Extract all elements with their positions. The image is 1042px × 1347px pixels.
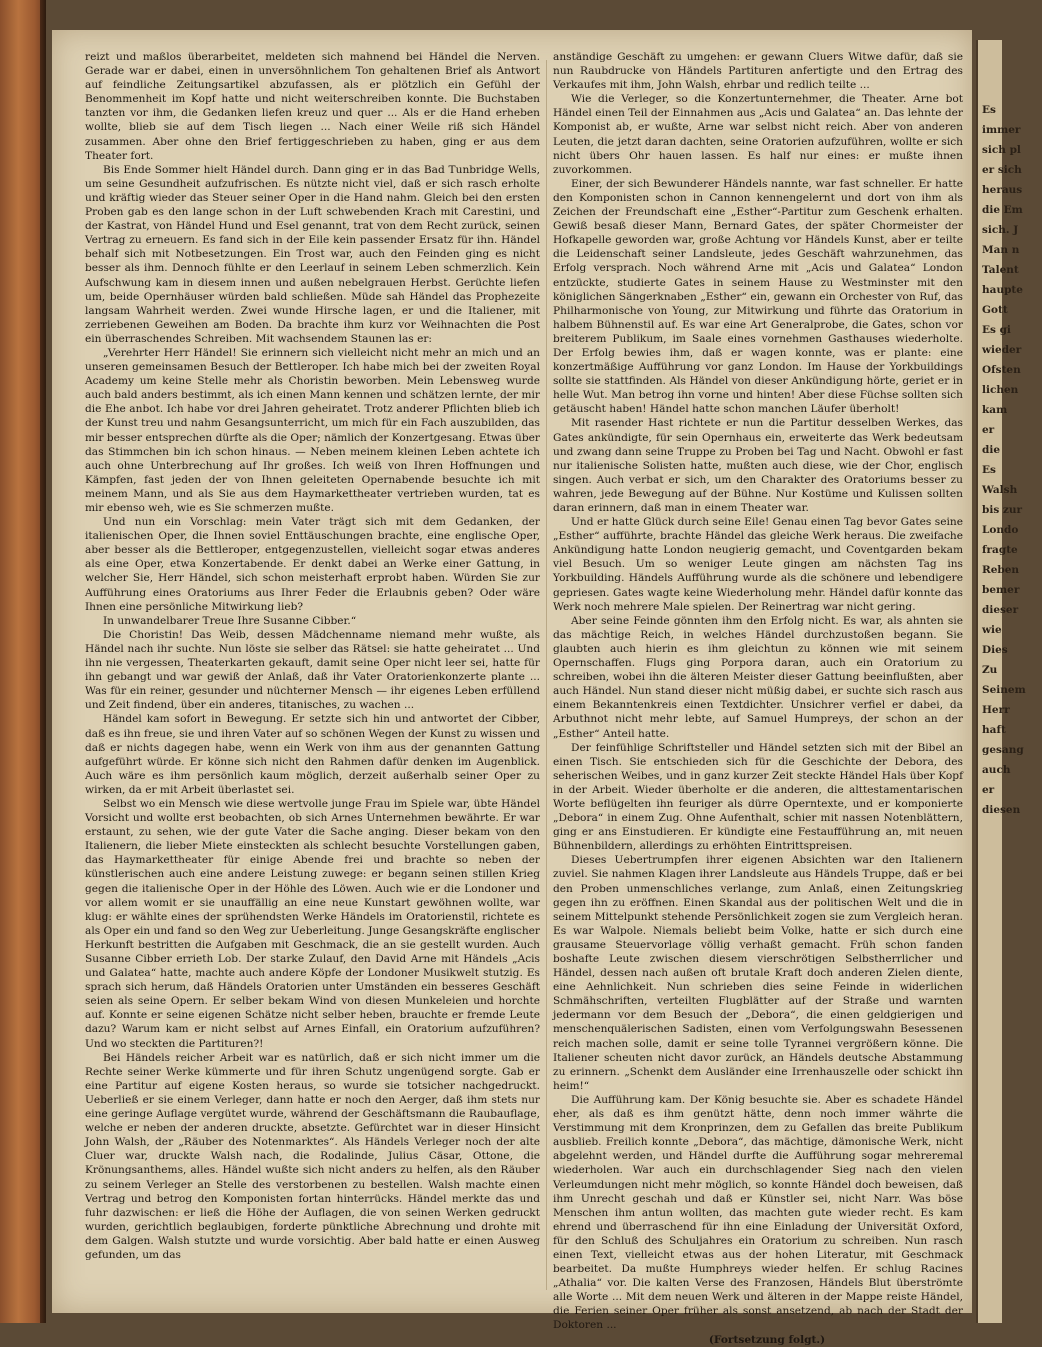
facing-page-fragment: sich pl	[982, 144, 1021, 156]
facing-page-fragment: dieser	[982, 604, 1019, 616]
facing-page-fragment: diesen	[982, 804, 1021, 816]
left-text-column	[85, 50, 540, 1262]
paragraph: Der feinfühlige Schriftsteller und Händel setzten sich mit der Bibel an einen Tisch. Sie entschieden sich für die Geschichte der Debora, des seherischen Weibes, und in ganz kurzer Zeit steckte Händel Hals über Kopf in der Arbeit. Wieder überholte er die anderen, die alttestamentarischen Worte beflügelten ihn feuriger als dürre Operntexte, und er komponierte „Debora“ in einem Zug. Ohne Aufenthalt, schier mit nassen Notenblättern, ging er ans Einstudieren. Er kündigte eine Festaufführung an, mit neuen Bühnenbildern, allerdings zu erhöhten Eintrittspreisen.	[553, 741, 963, 853]
facing-page-fragment: wieder	[982, 344, 1022, 356]
facing-page-fragment: Es gi	[982, 324, 1011, 336]
facing-page-fragment: die Em	[982, 204, 1023, 216]
paragraph: Selbst wo ein Mensch wie diese wertvolle junge Frau im Spiele war, übte Händel Vorsicht und wollte erst beobachten, ob sich Arnes Unternehmen bewährte. Er war erstaunt, zu sehen, wie der gute Vater die Sache anging. Dieser bekam von den Italienern, die lieber Miete einsteckten als schlecht besuchte Vorstellungen gaben, das Haymarkettheater für einige Abende frei und brachte so neben der künstlerischen auch eine andere Leistung zuwege: er begann seinen stillen Krieg gegen die italienische Oper in der Höhle des Löwen. Auch wie er die Londoner und vor allem womit er sie unauffällig an eine neue Kunstart gewöhnen wollte, war klug: er wählte eines der sprühendsten Werke Händels im Oratorienstil, richtete es als Oper ein und fand so den Weg zur Ueberleitung. Junge Gesangskräfte englischer Herkunft bestritten die Aufgaben mit Geschmack, die an sie gestellt wurden. Auch Susanne Cibber errieth Lob. Der starke Zulauf, den David Arne mit Händels „Acis und Galatea“ hatte, machte auch andere Köpfe der Londoner Musikwelt stutzig. Es sprach sich herum, daß Händels Oratorien unter Umständen ein besseres Geschäft seien als seine Opern. Er selber bekam Wind von diesen Munkeleien und horchte auf. Konnte er seine eigenen Schätze nicht selber heben, brauchte er fremde Leute dazu? Warum kam er nicht selbst auf Arnes Einfall, ein Oratorium aufzuführen? Und wo steckten die Partituren?!	[85, 797, 540, 1050]
facing-page-fragment: wie	[982, 624, 1002, 636]
facing-page-fragment: Zu	[982, 664, 998, 676]
paragraph: Und nun ein Vorschlag: mein Vater trägt sich mit dem Gedanken, der italienischen Oper, die Ihnen soviel Enttäuschungen brachte, eine englische Oper, aber besser als die Bettleroper, entgegenzustellen, vielleicht sogar etwas anderes als eine Oper, etwa Konzertabende. Er denkt dabei an Werke einer Gattung, in welcher Sie, Herr Händel, sich schon meisterhaft erprobt haben. Würden Sie zur Aufführung eines Oratoriums aus Ihrer Feder die Erlaubnis geben? Oder wäre Ihnen eine persönliche Mitwirkung lieb?	[85, 516, 540, 613]
facing-page-fragment: Talent	[982, 264, 1019, 276]
paragraph: Einer, der sich Bewunderer Händels nannte, war fast schneller. Er hatte den Komponisten schon in Cannon kennengelernt und dort von ihm als Zeichen der Freundschaft eine „Esther“-Partitur zum Geschenk erhalten. Gewiß besaß dieser Mann, Bernard Gates, der später Chormeister der Hofkapelle geworden war, große Achtung vor Händels Kunst, aber er teilte die Leidenschaft seiner Landsleute, jedes Geschäft wahrzunehmen, das Erfolg versprach. Noch während Arne mit „Acis und Galatea“ London entzückte, studierte Gates in seinem Hause zu Westminster mit den königlichen Sängerknaben „Esther“ ein, gewann ein Orchester von Ruf, das Philharmonische von Young, zur Mitwirkung und führte das Oratorium in halbem Bühnenstil auf. Es war eine Art Generalprobe, die Gates, schon vor breiterem Publikum, im Saale eines vornehmen Gasthauses wiederholte. Der Erfolg bewies ihm, daß er wagen konnte, was er plante: eine konzertmäßige Aufführung vor ganz London. Im Hause der Yorkbuildings sollte sie stattfinden. Als Händel von dieser Ankündigung hörte, geriet er in helle Wut. Man betrog ihn vorne und hinten! Aber diese Füchse sollten sich getäuscht haben! Händel hatte schon manchen Läufer überholt!	[553, 177, 963, 416]
facing-page-fragment: auch	[982, 764, 1011, 776]
facing-page-fragment: Walsh	[982, 484, 1018, 496]
facing-page-fragment: haupte	[982, 284, 1023, 296]
paragraph: Aber seine Feinde gönnten ihm den Erfolg nicht. Es war, als ahnten sie das mächtige Reich, in welches Händel durchzustoßen begann. Sie glaubten auch hierin es ihm gleichtun zu können wie mit seinem Opernschaffen. Flugs ging Porpora daran, auch ein Oratorium zu schreiben, wobei ihn die älteren Meister dieser Gattung beeinflußten, aber auch Händel. Nun stand dieser nicht müßig dabei, er suchte sich rasch aus einem Bekanntenkreis einen Textdichter. Unsichrer verfiel er dabei, da Arbuthnot nicht mehr lebte, auf Samuel Humpreys, der schon an der „Esther“ Anteil hatte.	[553, 614, 963, 740]
facing-page-fragment: heraus	[982, 184, 1023, 196]
book-spine	[0, 0, 46, 1323]
paragraph: Mit rasender Hast richtete er nun die Partitur desselben Werkes, das Gates ankündigte, für sein Opernhaus ein, erweiterte das Werk bedeutsam und zwang dann seine Truppe zu Proben bei Tag und Nacht. Obwohl er fast nur italienische Solisten hatte, mußten auch diese, wie der Chor, englisch singen. Auch verbat er sich, um den Charakter des Oratoriums besser zu wahren, jede Bewegung auf der Bühne. Nur Kostüme und Kulissen sollten daran erinnern, daß man in einem Theater war.	[553, 417, 963, 514]
paragraph: In unwandelbarer Treue Ihre Susanne Cibber.“	[103, 614, 357, 627]
facing-page-fragment: die	[982, 444, 1001, 456]
facing-page-fragment: Seinem	[982, 684, 1026, 696]
facing-page-fragment: Ofsten	[982, 364, 1021, 376]
facing-page-fragment: sich. J	[982, 224, 1019, 236]
paragraph: Die Aufführung kam. Der König besuchte sie. Aber es schadete Händel eher, als daß es ihm genützt hätte, denn noch immer währte die Verstimmung mit dem Kronprinzen, dem zu Gefallen das breite Publikum ausblieb. Freilich konnte „Debora“, das mächtige, dämonische Werk, nicht abgelehnt werden, und Händel durfte die Aufführung sogar mehreremal wiederholen. War auch ein durchschlagender Sieg nach den vielen Verleumdungen nicht mehr möglich, so konnte Händel doch beweisen, daß ihm Unrecht geschah und daß er Künstler sei, nicht Narr. Was böse Menschen ihm antun wollten, das machten gute wieder recht. Es kam ehrend und überraschend für ihn eine Einladung der Universität Oxford, für den Schluß des Schuljahres ein Oratorium zu schreiben. Nun rasch einen Text, vielleicht etwas aus der hohen Literatur, mit Geschmack bearbeitet. Da mußte Humphreys wieder helfen. Er schlug Racines „Athalia“ vor. Die kalten Verse des Franzosen, Händels Blut überströmte alle Worte ... Mit dem neuen Werk und älteren in der Mappe reiste Händel, die Ferien seiner Oper früher als sonst ansetzend, ab nach der Stadt der Doktoren ...	[553, 1093, 963, 1332]
paragraph: Wie die Verleger, so die Konzertunternehmer, die Theater. Arne bot Händel einen Teil der Einnahmen aus „Acis und Galatea“ an. Das lehnte der Komponist ab, er wußte, Arne war selbst nicht reich. Aber von anderen Leuten, die jetzt daran dachten, seine Oratorien aufzuführen, wollte er sich nicht übers Ohr hauen lassen. Es half nur eines: er mußte ihnen zuvorkommen.	[553, 93, 963, 176]
facing-page-fragment: gesang	[982, 744, 1024, 756]
facing-page-fragment: lichen	[982, 384, 1019, 396]
paragraph: Und er hatte Glück durch seine Eile! Genau einen Tag bevor Gates seine „Esther“ aufführte, brachte Händel das gleiche Werk heraus. Die zweifache Ankündigung hatte London neugierig gemacht, und Coventgarden bekam viel Besuch. Um so weniger Leute gingen am nächsten Tag ins Yorkbuilding. Händels Aufführung wurde als die schönere und lebendigere gepriesen. Gates wagte keine Wiederholung mehr. Händel dafür konnte das Werk noch mehrere Male spielen. Der Reinertrag war nicht gering.	[553, 516, 963, 613]
right-text-column	[553, 50, 963, 1347]
facing-page-fragment: Reben	[982, 564, 1020, 576]
paragraph: Bei Händels reicher Arbeit war es natürlich, daß er sich nicht immer um die Rechte seiner Werke kümmerte und für ihren Schutz ungenügend sorgte. Gab er eine Partitur auf eigene Kosten heraus, so wurde sie totsicher nachgedruckt. Ueberließ er sie einem Verleger, dann hatte er noch den Aerger, daß ihm stets nur eine geringe Auflage vergütet wurde, während der Geschäftsmann die Raubauflage, welche er neben der anderen druckte, absetzte. Gefürchtet war in dieser Hinsicht John Walsh, der „Räuber des Notenmarktes“. Als Händels Verleger noch der alte Cluer war, druckte Walsh nach, die Rodalinde, Julius Cäsar, Ottone, die Krönungsanthems, alles. Händel wußte sich nicht anders zu helfen, als den Räuber zu seinem Verleger an Stelle des verstorbenen zu bestellen. Walsh machte einen Vertrag und betrog den Komponisten fortan hinterrücks. Händel merkte das und fuhr dazwischen: er ließ die Höhe der Auflagen, die von seinen Werken gedruckt wurden, gerichtlich beglaubigen, forderte pünktliche Abrechnung und drohte mit dem Galgen. Walsh stutzte und wurde vorsichtig. Aber bald hatte er einen Ausweg gefunden, um das	[85, 1051, 540, 1261]
facing-page-edge	[976, 40, 1026, 1323]
facing-page-fragment: kam	[982, 404, 1008, 416]
paragraph: Händel kam sofort in Bewegung. Er setzte sich hin und antwortet der Cibber, daß es ihn freue, sie und ihren Vater auf so schönen Wegen der Kunst zu wissen und daß er nichts dagegen habe, wenn ein Werk von ihm aus der genannten Gattung aufgeführt würde. Er könne sich nicht den Rahmen dafür denken im Augenblick. Auch wäre es ihm persönlich kaum möglich, derzeit außerhalb seiner Oper zu wirken, da er mit Arbeit überlastet sei.	[85, 713, 540, 796]
paragraph: anständige Geschäft zu umgehen: er gewann Cluers Witwe dafür, daß sie nun Raubdrucke von Händels Partituren anfertigte und den Ertrag des Verkaufes mit ihm, John Walsh, ehrbar und redlich teilte ...	[553, 51, 963, 92]
facing-page-fragment: er	[982, 424, 995, 436]
facing-page-fragment: Gott	[982, 304, 1008, 316]
facing-page-fragment: er	[982, 784, 995, 796]
paragraph: Bis Ende Sommer hielt Händel durch. Dann ging er in das Bad Tunbridge Wells, um seine Gesundheit aufzufrischen. Es nützte nicht viel, daß er sich rasch erholte und kräftig wieder das Steuer seiner Oper in die Hand nahm. Gleich bei den ersten Proben gab es den lange schon in der Luft schwebenden Krach mit Carestini, und der Kastrat, von Händel Hund und Esel genannt, trat von dem Recht zurück, seinen Vertrag zu erneuern. Es fand sich in der Eile kein passender Ersatz für ihn. Händel behalf sich mit Notbesetzungen. Ein Trost war, auch den Feinden ging es nicht besser als ihm. Dennoch fühlte er den Leerlauf in seinem Leben schmerzlich. Kein Aufschwung kam in diesem innen und außen nebelgrauen Herbst. Gerüchte liefen um, beide Opernhäuser würden bald schließen. Müde sah Händel das Prophezeite langsam Wahrheit werden. Zwei wunde Hirsche lagen, er und die Italiener, mit zerriebenen Geweihen am Boden. Da brachte ihm kurz vor Weihnachten die Post ein überraschendes Schreiben. Mit wachsendem Staunen las er:	[85, 163, 540, 345]
facing-page-fragment: immer	[982, 124, 1021, 136]
facing-page-fragment: fragte	[982, 544, 1018, 556]
paragraph: reizt und maßlos überarbeitet, meldeten sich mahnend bei Händel die Nerven. Gerade war er dabei, einen in unversöhnlichem Ton gehaltenen Brief als Antwort auf feindliche Zeitungsartikel abzufassen, als er plötzlich ein Gefühl der Benommenheit im Kopf hatte und nicht weiterschreiben konnte. Die Buchstaben tanzten vor ihm, die Gedanken liefen kreuz und quer ... Als er die Hand erheben wollte, blieb sie auf dem Tisch liegen ... Nach einer Weile riß sich Händel zusammen. Aber ohne den Brief fertiggeschrieben zu haben, ging er aus dem Theater fort.	[85, 51, 540, 162]
continuation-note: (Fortsetzung folgt.)	[708, 1333, 826, 1346]
facing-page-fragment: bis zur	[982, 504, 1023, 516]
facing-page-fragment: bemer	[982, 584, 1020, 596]
facing-page-fragment: Es	[982, 104, 996, 116]
paragraph: „Verehrter Herr Händel! Sie erinnern sich vielleicht nicht mehr an mich und an unseren gemeinsamen Besuch der Bettleroper. Ich habe mich bei der zweiten Royal Academy um keine Stelle mehr als Choristin beworben. Mein Lebensweg wurde auch bald anders bestimmt, als ich einen Mann kennen und schätzen lernte, der mir die Ehe anbot. Ich habe vor drei Jahren geheiratet. Trotz anderer Pflichten blieb ich der Kunst treu und nahm Gesangsunterricht, um mich für ein Fach auszubilden, das mir besser entsprechen dürfte als die Oper; nämlich der Konzertgesang. Etwas über das Stimmchen bin ich schon hinaus. — Neben meinem kleinen Leben achtete ich auch ohne Unterbrechung auf Ihr großes. Ich weiß von Ihren Hoffnungen und Kämpfen, fast jeden der von Ihnen geleiteten Opernabende besuchte ich mit meinem Mann, und als Sie aus dem Haymarkettheater vertrieben wurden, tat es mir ebenso weh, wie es Sie schmerzen mußte.	[85, 346, 540, 514]
facing-page-fragment: Man n	[982, 244, 1020, 256]
facing-page-fragment: Dies	[982, 644, 1008, 656]
facing-page-fragment: Londo	[982, 524, 1019, 536]
column-divider	[546, 60, 547, 1290]
facing-page-fragment: Herr	[982, 704, 1010, 716]
facing-page-text	[982, 100, 1042, 820]
paragraph: Die Choristin! Das Weib, dessen Mädchenname niemand mehr wußte, als Händel nach ihr suchte. Nun löste sie selber das Rätsel: sie hatte geheiratet ... Und ihn nie vergessen, Theaterkarten gekauft, damit seine Oper nicht leer sei, hatte für ihn gebangt und war gewiß der Anlaß, daß ihr Vater Oratorienkonzerte plante ... Was für ein reiner, gesunder und nüchterner Mensch — ihr eigenes Leben erfüllend und Zeit findend, über ein anderes, titanisches, zu wachen ...	[85, 628, 540, 712]
facing-page-fragment: haft	[982, 724, 1006, 736]
facing-page-fragment: er sich	[982, 164, 1022, 176]
facing-page-fragment: Es	[982, 464, 996, 476]
paragraph: Dieses Uebertrumpfen ihrer eigenen Absichten war den Italienern zuviel. Sie nahmen Klagen ihrer Landsleute aus Händels Truppe, daß er bei den Proben unmenschliches verlange, zum Anlaß, einen Zeitungskrieg gegen ihn zu eröffnen. Einen Skandal aus der politischen Welt und die in seinem Mittelpunkt stehende Persönlichkeit zogen sie zum Vergleich heran. Es war Walpole. Niemals beliebt beim Volke, hatte er sich durch eine grausame Steuervorlage völlig verhaßt gemacht. Früh schon fanden boshafte Leute zwischen diesem vierschrötigen Selbstherrlicher und Händel, dessen nach außen oft brutale Kraft doch anderen Zielen diente, eine Aehnlichkeit. Nun schrieben dies seine Feinde in widerlichen Schmähschriften, verteilten Flugblätter auf der Straße und warnten jedermann vor dem Besuch der „Debora“, die einen geldgierigen und menschenquälerischen Sadisten, einen vom Verfolgungswahn Besessenen reich machen solle, damit er seine tolle Tyrannei vergrößern könne. Die Italiener scheuten nicht davor zurück, an Händels deutsche Abstammung zu erinnern. „Schenkt dem Ausländer eine Irrenhauszelle oder schickt ihn heim!“	[553, 854, 963, 1092]
